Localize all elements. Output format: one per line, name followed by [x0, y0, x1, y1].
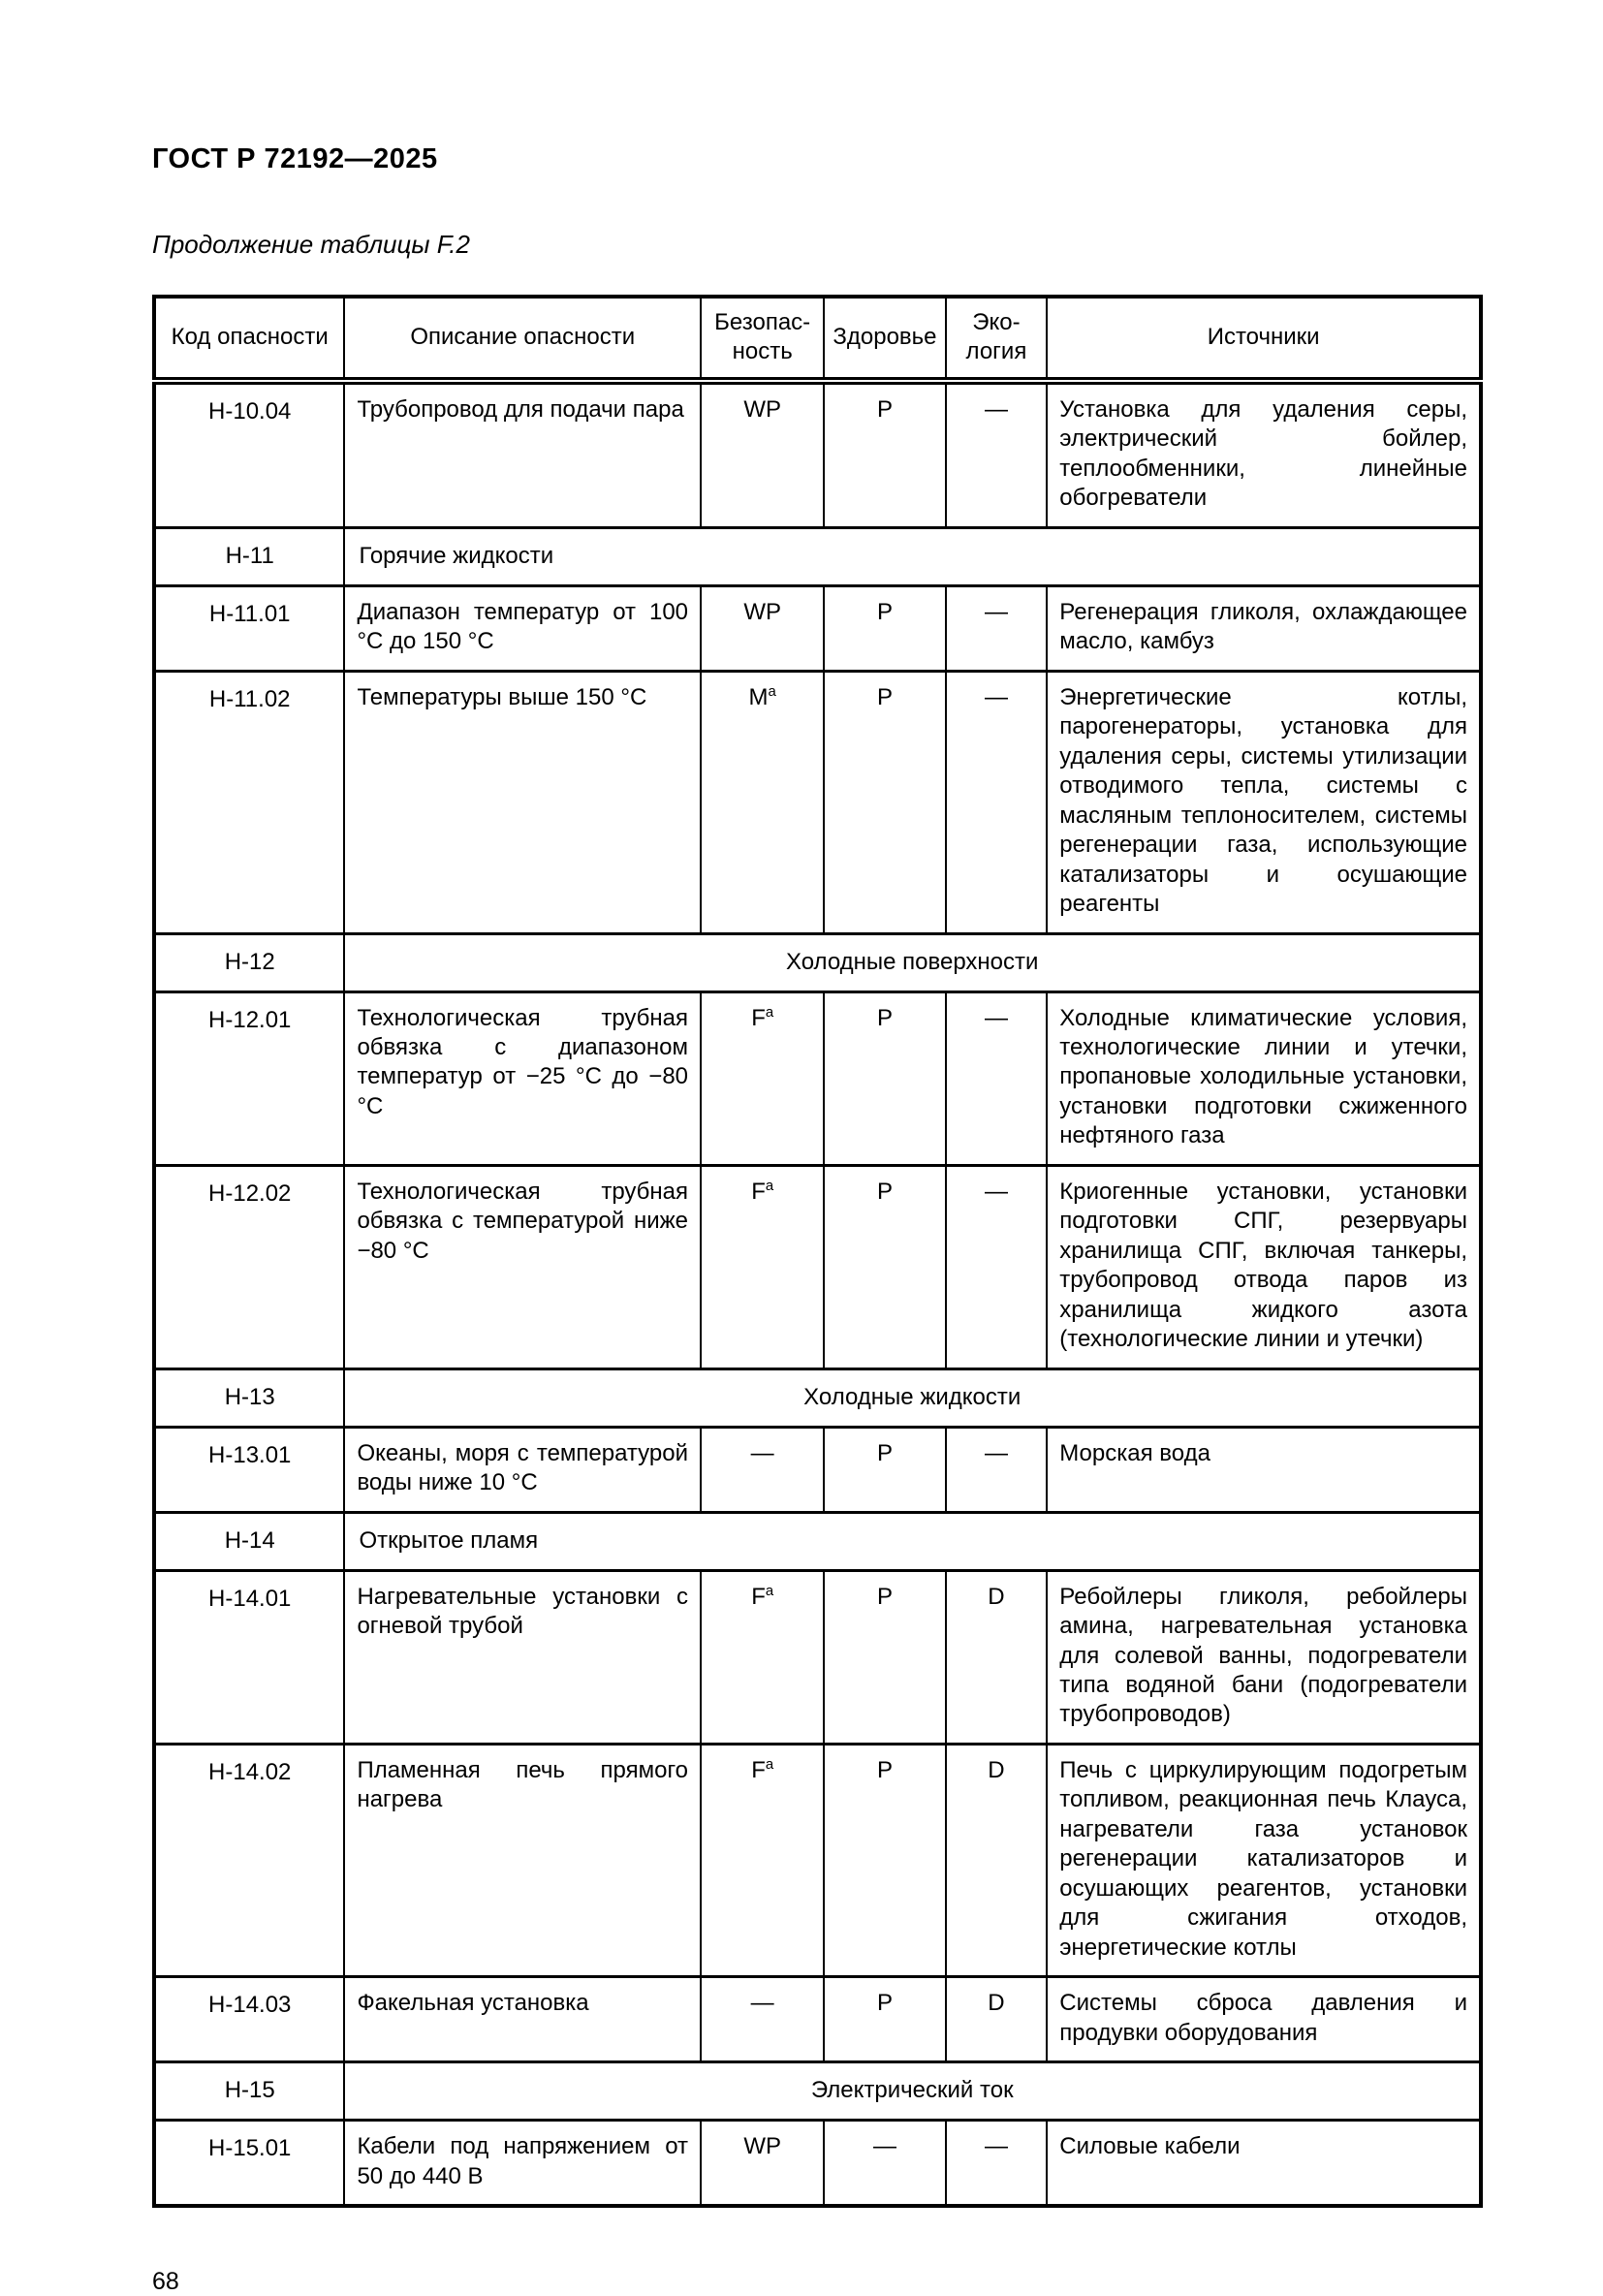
section-label-cell: Открытое пламя: [344, 1512, 1481, 1570]
sources-cell: Криогенные установки, установки подготовки СПГ, резервуары хранилища СПГ, включая танкеры, трубопровод отвода паров из хранилища жидкого азота (технологические линии и утечки): [1047, 1165, 1481, 1368]
footnote-marker: а: [765, 1756, 774, 1773]
ecology-cell: —: [946, 671, 1048, 933]
column-header-description: Описание опасности: [344, 297, 701, 381]
section-row: [154, 527, 1481, 585]
section-label-cell: Холодные жидкости: [344, 1368, 1481, 1427]
hazard-code-cell: Н-14: [154, 1512, 344, 1570]
hazard-code-cell: Н-11: [154, 527, 344, 585]
hazard-code-cell: Н-10.04: [154, 381, 344, 527]
header-row: [154, 297, 1481, 381]
safety-cell: $F^а$: [701, 1570, 824, 1744]
health-cell: Р: [824, 1744, 945, 1976]
health-cell: Р: [824, 381, 945, 527]
footnote-marker: а: [765, 1583, 774, 1599]
hazard-description-cell: Трубопровод для подачи пара: [344, 381, 701, 527]
hazard-table: [152, 295, 1483, 2208]
hazard-description-cell: Технологическая трубная обвязка с диапазоном температур от −25 °С до −80 °С: [344, 991, 701, 1165]
section-row: [154, 933, 1481, 991]
hazard-code-cell: Н-14.03: [154, 1977, 344, 2062]
table-header: [154, 297, 1481, 381]
section-label-cell: Горячие жидкости: [344, 527, 1481, 585]
sources-cell: Силовые кабели: [1047, 2121, 1481, 2206]
safety-cell: —: [701, 1427, 824, 1512]
sources-cell: Установка для удаления серы, электрический бойлер, теплообменники, линейные обогреватели: [1047, 381, 1481, 527]
column-header-safety: Безопас-ность: [701, 297, 824, 381]
hazard-code-cell: Н-13: [154, 1368, 344, 1427]
hazard-code-cell: Н-12.01: [154, 991, 344, 1165]
sources-cell: Регенерация гликоля, охлаждающее масло, камбуз: [1047, 585, 1481, 671]
footnote-marker: а: [765, 1004, 774, 1021]
table-caption: Продолжение таблицы F.2: [152, 230, 470, 259]
table-row: [154, 1570, 1481, 1744]
table-row: [154, 1427, 1481, 1512]
ecology-cell: —: [946, 585, 1048, 671]
safety-cell: $F^а$: [701, 1165, 824, 1368]
ecology-cell: —: [946, 1427, 1048, 1512]
section-label-cell: Электрический ток: [344, 2062, 1481, 2121]
hazard-description-cell: Диапазон температур от 100 °С до 150 °С: [344, 585, 701, 671]
ecology-cell: —: [946, 991, 1048, 1165]
page-number: 68: [152, 2268, 179, 2296]
hazard-description-cell: Температуры выше 150 °С: [344, 671, 701, 933]
hazard-description-cell: Нагревательные установки с огневой трубой: [344, 1570, 701, 1744]
table-row: [154, 381, 1481, 527]
ecology-cell: D: [946, 1570, 1048, 1744]
health-cell: Р: [824, 1427, 945, 1512]
column-header-hazard-code: Код опасности: [154, 297, 344, 381]
safety-cell: —: [701, 1977, 824, 2062]
hazard-code-cell: Н-11.02: [154, 671, 344, 933]
ecology-cell: —: [946, 2121, 1048, 2206]
hazard-code-cell: Н-15.01: [154, 2121, 344, 2206]
health-cell: Р: [824, 671, 945, 933]
table-row: [154, 585, 1481, 671]
table-row: [154, 671, 1481, 933]
table-row: [154, 991, 1481, 1165]
hazard-code-cell: Н-11.01: [154, 585, 344, 671]
safety-cell: $F^а$: [701, 1744, 824, 1976]
hazard-code-cell: Н-12: [154, 933, 344, 991]
hazard-description-cell: Океаны, моря с температурой воды ниже 10 °С: [344, 1427, 701, 1512]
ecology-cell: D: [946, 1744, 1048, 1976]
ecology-cell: —: [946, 1165, 1048, 1368]
column-header-health: Здоровье: [824, 297, 945, 381]
sources-cell: Холодные климатические условия, технологические линии и утечки, пропановые холодильные установки, установки подготовки сжиженного нефтяного газа: [1047, 991, 1481, 1165]
health-cell: —: [824, 2121, 945, 2206]
footnote-marker: а: [765, 1178, 774, 1194]
health-cell: Р: [824, 1165, 945, 1368]
hazard-code-cell: Н-15: [154, 2062, 344, 2121]
section-row: [154, 1368, 1481, 1427]
health-cell: Р: [824, 1570, 945, 1744]
standard-title: ГОСТ Р 72192—2025: [152, 143, 438, 174]
sources-cell: Энергетические котлы, парогенераторы, установка для удаления серы, системы утилизации отводимого тепла, системы с масляным теплоносителем, системы регенерации газа, использующие катализаторы и осушающие реагенты: [1047, 671, 1481, 933]
section-row: [154, 2062, 1481, 2121]
column-header-ecology: Эко-логия: [946, 297, 1048, 381]
ecology-cell: D: [946, 1977, 1048, 2062]
safety-cell: $F^а$: [701, 991, 824, 1165]
column-header-sources: Источники: [1047, 297, 1481, 381]
footnote-marker: а: [768, 683, 776, 700]
sources-cell: Печь с циркулирующим подогретым топливом, реакционная печь Клауса, нагреватели газа установок регенерации катализаторов и осушающих реагентов, установки для сжигания отходов, энергетические котлы: [1047, 1744, 1481, 1976]
table-body: [154, 381, 1481, 2206]
hazard-description-cell: Пламенная печь прямого нагрева: [344, 1744, 701, 1976]
hazard-code-cell: Н-13.01: [154, 1427, 344, 1512]
hazard-code-cell: Н-14.02: [154, 1744, 344, 1976]
section-label-cell: Холодные поверхности: [344, 933, 1481, 991]
hazard-code-cell: Н-14.01: [154, 1570, 344, 1744]
hazard-description-cell: Факельная установка: [344, 1977, 701, 2062]
safety-cell: WP: [701, 2121, 824, 2206]
hazard-description-cell: Технологическая трубная обвязка с температурой ниже −80 °С: [344, 1165, 701, 1368]
health-cell: Р: [824, 585, 945, 671]
hazard-code-cell: Н-12.02: [154, 1165, 344, 1368]
sources-cell: Морская вода: [1047, 1427, 1481, 1512]
section-row: [154, 1512, 1481, 1570]
table-row: [154, 1977, 1481, 2062]
hazard-description-cell: Кабели под напряжением от 50 до 440 В: [344, 2121, 701, 2206]
table-row: [154, 2121, 1481, 2206]
safety-cell: WP: [701, 585, 824, 671]
safety-cell: $М^а$: [701, 671, 824, 933]
sources-cell: Ребойлеры гликоля, ребойлеры амина, нагревательная установка для солевой ванны, подогреватели типа водяной бани (подогреватели трубопроводов): [1047, 1570, 1481, 1744]
ecology-cell: —: [946, 381, 1048, 527]
sources-cell: Системы сброса давления и продувки оборудования: [1047, 1977, 1481, 2062]
health-cell: Р: [824, 1977, 945, 2062]
safety-cell: WP: [701, 381, 824, 527]
table-row: [154, 1744, 1481, 1976]
table-row: [154, 1165, 1481, 1368]
health-cell: Р: [824, 991, 945, 1165]
